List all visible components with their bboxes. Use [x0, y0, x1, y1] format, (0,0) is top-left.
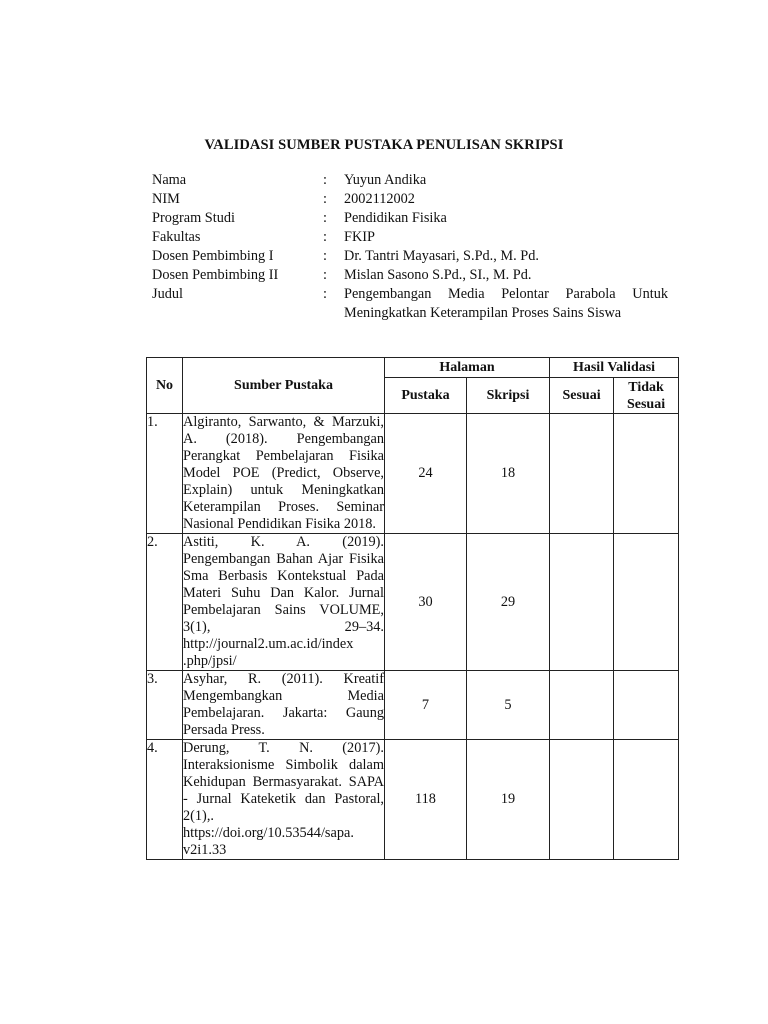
info-row-nim	[152, 190, 672, 209]
info-value-judul: Pengembangan Media Pelontar Parabola Untuk Meningkatkan Keterampilan Proses Sains Siswa	[344, 286, 668, 321]
table-row	[147, 740, 679, 860]
row-source: Derung, T. N. (2017). Interaksionisme Simbolik dalam Kehidupan Bermasyarakat. SAPA - Jurnal Kateketik dan Pastoral, 2(1),. https://doi.org/10.53544/sapa. v2i1.33	[183, 740, 384, 858]
table-row	[147, 534, 679, 671]
row-tidak-sesuai-cell[interactable]	[614, 740, 679, 860]
info-row-dosen-pembimbing-1	[152, 247, 672, 266]
info-value: Yuyun Andika	[344, 172, 427, 188]
row-pustaka-page: 24	[385, 414, 467, 534]
info-value: 2002112002	[344, 191, 415, 207]
row-number: 2.	[147, 534, 183, 671]
info-label: Judul	[152, 286, 183, 302]
info-colon: :	[323, 267, 327, 283]
row-tidak-sesuai-cell[interactable]	[614, 534, 679, 671]
info-colon: :	[323, 210, 327, 226]
row-pustaka-page: 30	[385, 534, 467, 671]
table-row	[147, 671, 679, 740]
header-pustaka: Pustaka	[385, 378, 467, 414]
row-source: Astiti, K. A. (2019). Pengembangan Bahan Ajar Fisika Sma Berbasis Kontekstual Pada Materi Suhu Dan Kalor. Jurnal Pembelajaran Sains VOLUME, 3(1), 29–34. http://journal2.um.ac.id/index .php/jpsi/	[183, 534, 384, 669]
row-skripsi-page: 29	[467, 534, 550, 671]
header-sesuai: Sesuai	[550, 378, 614, 414]
info-row-fakultas	[152, 228, 672, 247]
info-label: Program Studi	[152, 210, 236, 226]
table-row	[147, 414, 679, 534]
info-label: NIM	[152, 191, 180, 207]
row-sesuai-cell[interactable]	[550, 740, 614, 860]
info-colon: :	[323, 172, 327, 188]
row-skripsi-page: 19	[467, 740, 550, 860]
info-row-judul	[152, 285, 672, 323]
header-pages: Halaman	[385, 358, 550, 378]
info-value: Pendidikan Fisika	[344, 210, 447, 226]
student-info	[152, 171, 672, 323]
info-value: Dr. Tantri Mayasari, S.Pd., M. Pd.	[344, 248, 539, 264]
info-row-dosen-pembimbing-2	[152, 266, 672, 285]
table-header-row	[147, 358, 679, 378]
row-tidak-sesuai-cell[interactable]	[614, 671, 679, 740]
row-pustaka-page: 7	[385, 671, 467, 740]
header-tidak-sesuai: Tidak Sesuai	[614, 378, 679, 414]
row-source: Algiranto, Sarwanto, & Marzuki, A. (2018). Pengembangan Perangkat Pembelajaran Fisika Model POE (Predict, Observe, Explain) untuk Meningkatkan Keterampilan Proses. Seminar Nasional Pendidikan Fisika 2018.	[183, 414, 384, 532]
row-number: 1.	[147, 414, 183, 534]
reference-validation-table	[146, 357, 679, 860]
row-tidak-sesuai-cell[interactable]	[614, 414, 679, 534]
row-pustaka-page: 118	[385, 740, 467, 860]
info-value: Mislan Sasono S.Pd., SI., M. Pd.	[344, 267, 532, 283]
header-source: Sumber Pustaka	[183, 358, 385, 414]
info-colon: :	[323, 229, 327, 245]
info-colon: :	[323, 248, 327, 264]
info-colon: :	[323, 191, 327, 207]
document-title: VALIDASI SUMBER PUSTAKA PENULISAN SKRIPSI	[204, 137, 564, 153]
row-number: 4.	[147, 740, 183, 860]
info-row-program-studi	[152, 209, 672, 228]
info-label: Fakultas	[152, 229, 201, 245]
info-row-nama	[152, 171, 672, 190]
info-label: Nama	[152, 172, 187, 188]
info-value: FKIP	[344, 229, 375, 245]
row-sesuai-cell[interactable]	[550, 534, 614, 671]
info-label: Dosen Pembimbing II	[152, 267, 279, 283]
info-label: Dosen Pembimbing I	[152, 248, 274, 264]
header-skripsi: Skripsi	[467, 378, 550, 414]
header-validation: Hasil Validasi	[550, 358, 679, 378]
row-source: Asyhar, R. (2011). Kreatif Mengembangkan Media Pembelajaran. Jakarta: Gaung Persada Press.	[183, 671, 384, 738]
info-colon: :	[323, 286, 327, 302]
header-no: No	[147, 358, 183, 414]
row-skripsi-page: 5	[467, 671, 550, 740]
row-skripsi-page: 18	[467, 414, 550, 534]
row-sesuai-cell[interactable]	[550, 671, 614, 740]
row-number: 3.	[147, 671, 183, 740]
row-sesuai-cell[interactable]	[550, 414, 614, 534]
